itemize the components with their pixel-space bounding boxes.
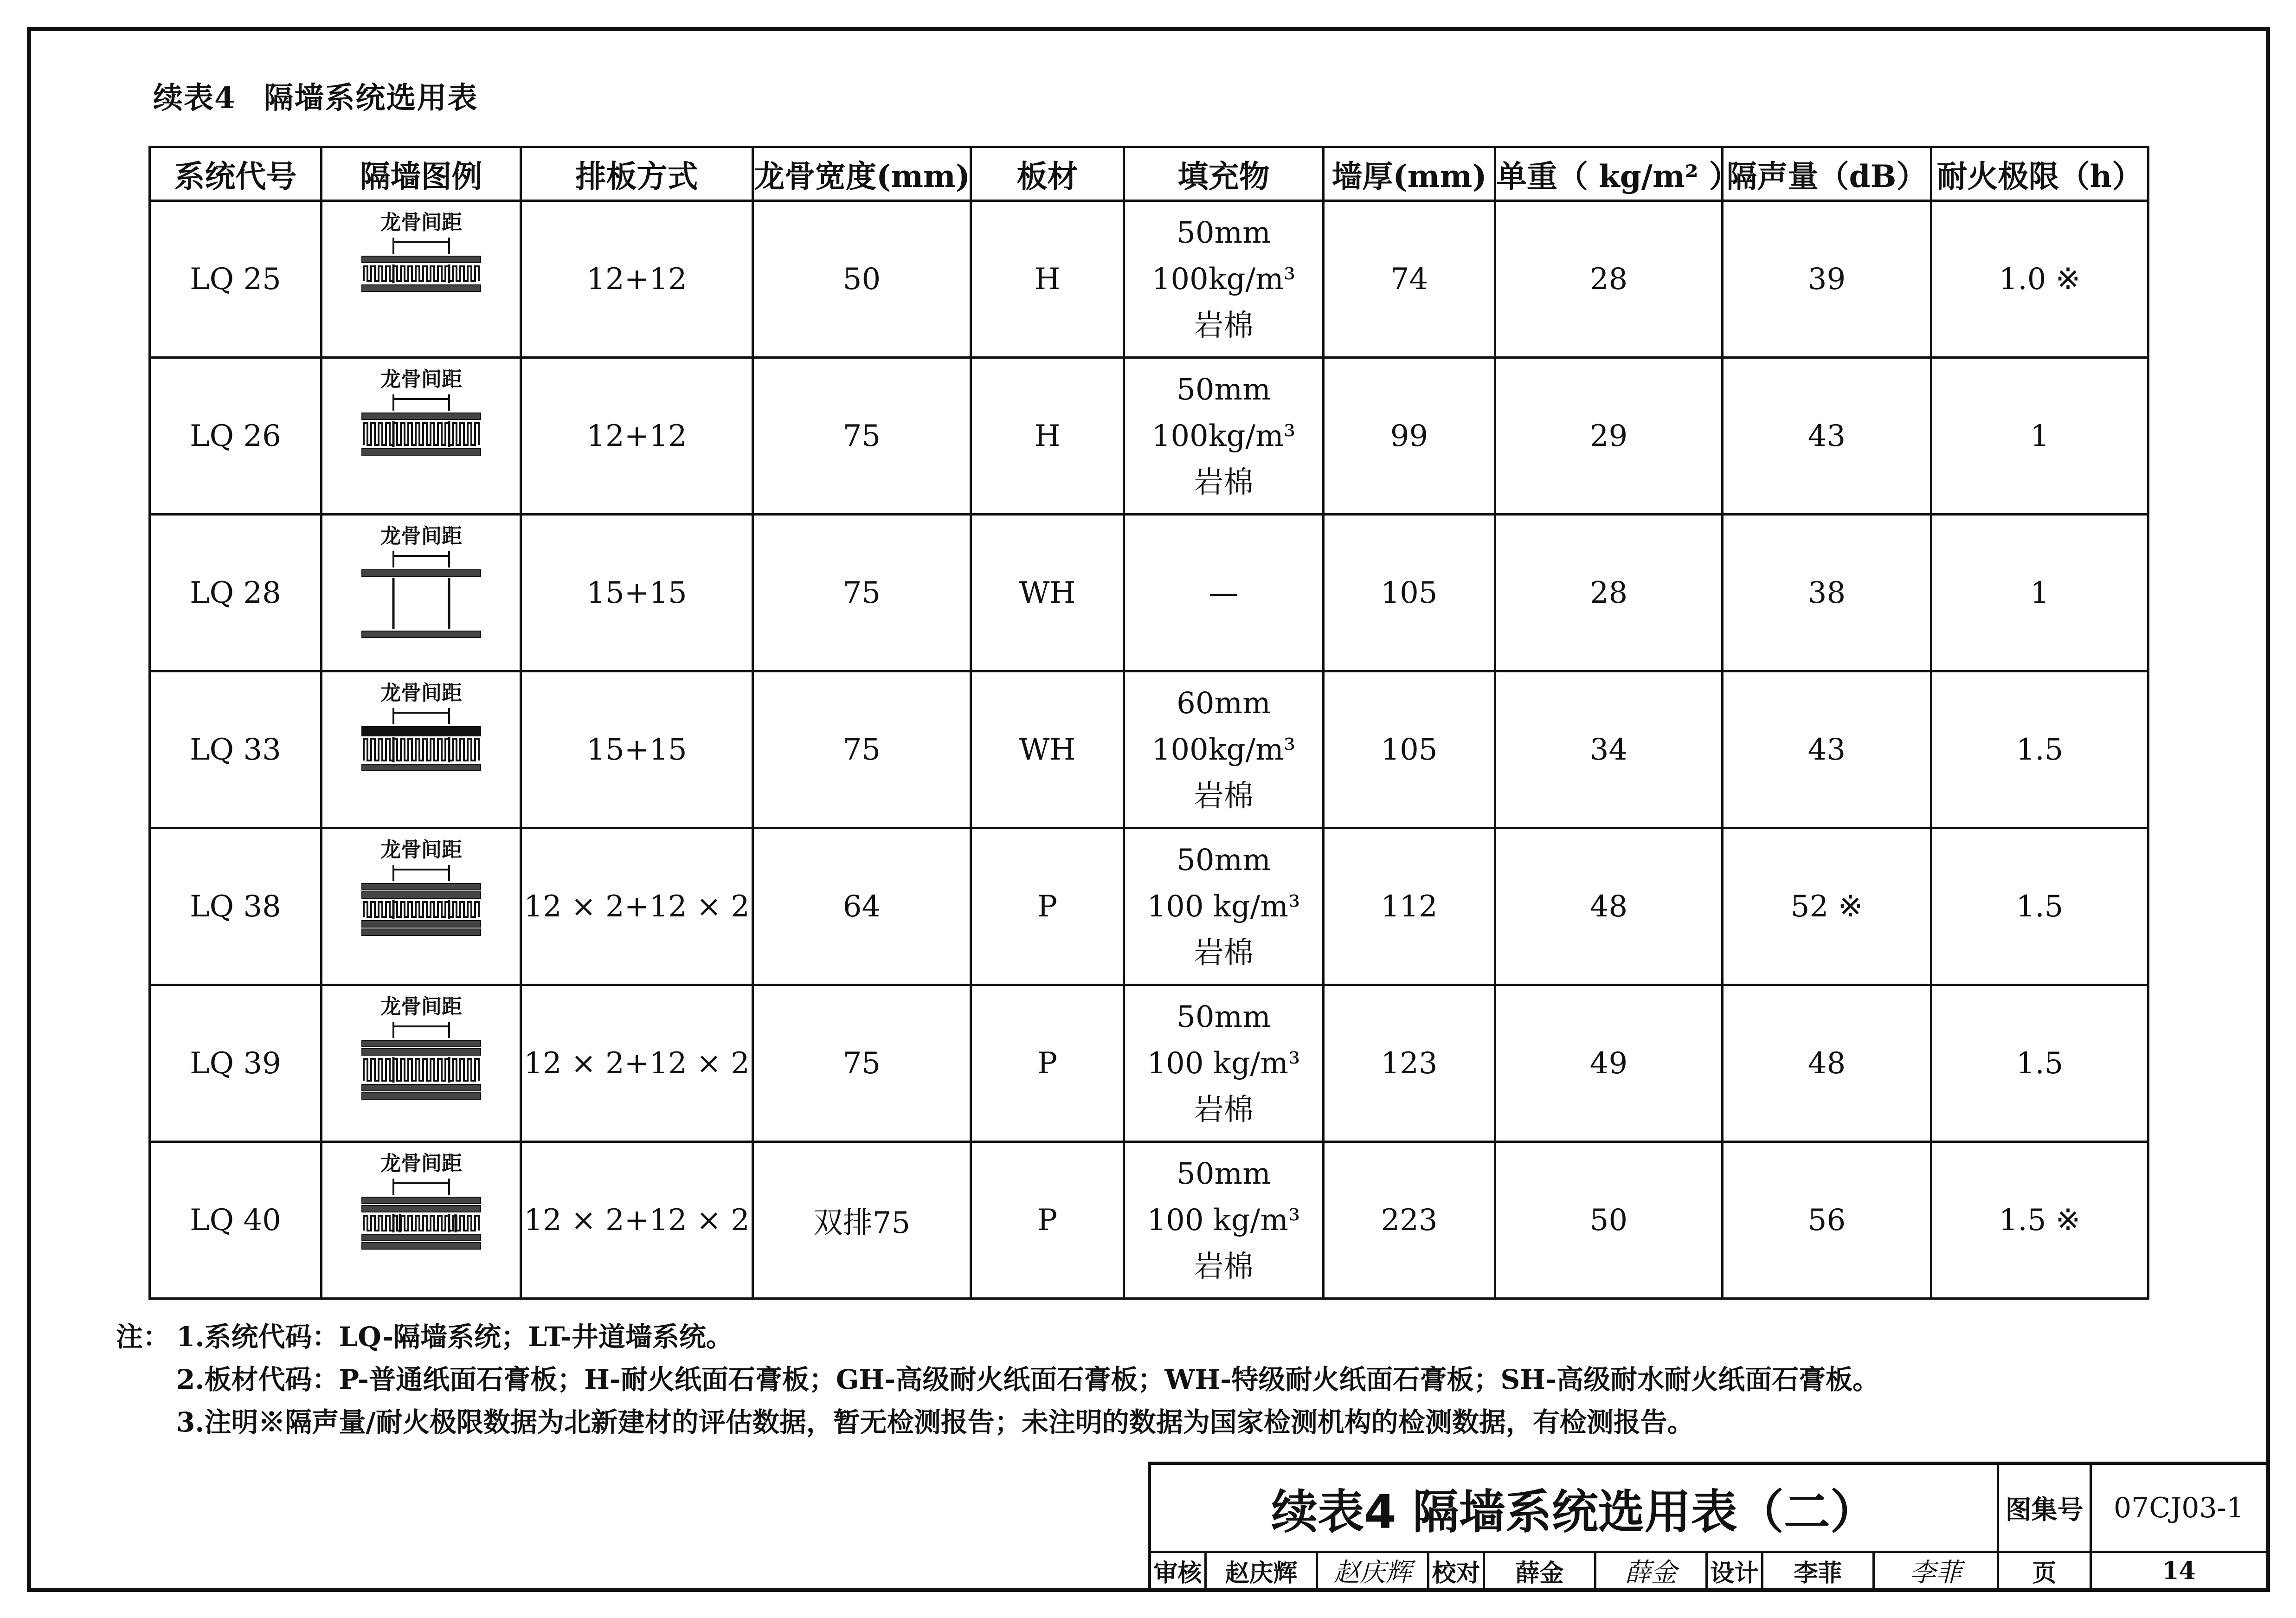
unit-weight: 48	[1495, 828, 1723, 985]
stud-spacing-label: 龙骨间距	[380, 210, 462, 234]
sound-insulation: 43	[1723, 671, 1931, 828]
table-row	[150, 515, 2148, 671]
stud-spacing-label: 龙骨间距	[380, 838, 462, 862]
header-cell: 龙骨宽度(mm)	[753, 147, 971, 201]
board-layout: 12 × 2+12 × 2	[521, 985, 753, 1142]
wall-thickness: 123	[1324, 985, 1495, 1142]
gypsum-board	[362, 883, 481, 890]
gypsum-board	[362, 570, 481, 576]
fill-material	[1124, 358, 1324, 515]
dimension-line	[393, 708, 449, 724]
stud-spacing-label: 龙骨间距	[380, 367, 462, 391]
title-block	[1148, 1462, 2266, 1588]
stud-width: 75	[753, 515, 971, 671]
unit-weight: 34	[1495, 671, 1723, 828]
review-label: 审核	[1151, 1553, 1207, 1588]
table-header-row	[150, 147, 2148, 201]
fill-line: 岩棉	[1194, 1092, 1254, 1127]
diagram-cell	[322, 201, 521, 358]
partition-diagram	[352, 837, 491, 976]
header-cell: 系统代号	[150, 147, 322, 201]
page-label: 页	[1999, 1553, 2092, 1588]
header-cell: 单重（ kg/m² ）	[1495, 147, 1723, 201]
partition-diagram	[352, 1151, 491, 1290]
unit-weight: 29	[1495, 358, 1723, 515]
fill-line: 岩棉	[1194, 779, 1254, 813]
sheet-title: 续表4 隔墙系统选用表（二）	[1151, 1465, 1999, 1553]
wall-thickness: 112	[1324, 828, 1495, 985]
fire-rating: 1.0 ※	[1931, 201, 2148, 358]
sound-insulation: 56	[1723, 1142, 1931, 1299]
rock-wool-fill	[364, 423, 479, 445]
rock-wool-fill	[364, 266, 479, 281]
gypsum-board	[362, 921, 481, 927]
gypsum-board	[362, 764, 481, 771]
table-row	[150, 671, 2148, 828]
table-row	[150, 358, 2148, 515]
fill-line: 50mm	[1177, 1156, 1271, 1191]
board-type: H	[971, 201, 1124, 358]
fill-line: 100 kg/m³	[1147, 1046, 1300, 1081]
stud-spacing-label: 龙骨间距	[380, 524, 462, 548]
wall-thickness: 105	[1324, 515, 1495, 671]
designer-name: 李菲	[1763, 1553, 1875, 1588]
sound-insulation: 38	[1723, 515, 1931, 671]
fill-line: 岩棉	[1194, 308, 1254, 343]
sound-insulation: 48	[1723, 985, 1931, 1142]
diagram-cell	[322, 828, 521, 985]
unit-weight: 50	[1495, 1142, 1723, 1299]
note-1: 1.系统代码：LQ-隔墙系统；LT-井道墙系统。	[176, 1321, 733, 1353]
sound-insulation: 52 ※	[1723, 828, 1931, 985]
gypsum-board	[362, 413, 481, 419]
page-number: 14	[2162, 1556, 2196, 1585]
gypsum-board	[362, 1040, 481, 1047]
diagram-cell	[322, 671, 521, 828]
checker-name: 薛金	[1485, 1553, 1596, 1588]
stud	[393, 578, 449, 629]
board-layout: 12 × 2+12 × 2	[521, 828, 753, 985]
fire-rating: 1	[1931, 515, 2148, 671]
stud-spacing-label: 龙骨间距	[380, 994, 462, 1019]
fill-line: 100 kg/m³	[1147, 889, 1300, 924]
checker-signature: 薛金	[1596, 1553, 1708, 1588]
stud-spacing-label: 龙骨间距	[380, 681, 462, 705]
stud-width: 75	[753, 671, 971, 828]
board-type: P	[971, 985, 1124, 1142]
board-layout: 15+15	[521, 671, 753, 828]
system-code: LQ 25	[150, 201, 322, 358]
fill-line: 岩棉	[1194, 465, 1254, 500]
table-row	[150, 985, 2148, 1142]
board-layout: 12 × 2+12 × 2	[521, 1142, 753, 1299]
partition-system-table	[148, 146, 2149, 1300]
fill-line: —	[1209, 575, 1239, 610]
gypsum-board	[362, 1197, 481, 1204]
signature-row	[1151, 1553, 2266, 1588]
fill-material	[1124, 201, 1324, 358]
dimension-line	[393, 1179, 449, 1195]
dimension-line	[393, 551, 449, 567]
board-layout: 15+15	[521, 515, 753, 671]
note-2: 2.板材代码：P-普通纸面石膏板；H-耐火纸面石膏板；GH-高级耐火纸面石膏板；WH-特级耐火纸面石膏板；SH-高级耐水耐火纸面石膏板。	[176, 1364, 1880, 1395]
partition-diagram	[352, 994, 491, 1133]
dimension-line	[393, 238, 449, 254]
gypsum-board	[362, 892, 481, 898]
notes	[116, 1315, 1879, 1444]
fire-rating: 1.5	[1931, 985, 2148, 1142]
gypsum-board	[362, 1243, 481, 1249]
gypsum-board	[362, 929, 481, 935]
diagram-cell	[322, 515, 521, 671]
fill-material	[1124, 1142, 1324, 1299]
fill-material	[1124, 671, 1324, 828]
gypsum-board	[362, 1084, 481, 1091]
dimension-line	[393, 1022, 449, 1038]
fill-line: 50mm	[1177, 215, 1271, 250]
check-label: 校对	[1429, 1553, 1485, 1588]
gypsum-board	[362, 449, 481, 455]
partition-diagram	[352, 367, 491, 506]
fire-rating: 1.5	[1931, 671, 2148, 828]
rock-wool-fill	[364, 1216, 479, 1231]
caption-number: 续表4	[153, 81, 236, 116]
fill-line: 100kg/m³	[1151, 419, 1296, 453]
header-cell: 隔墙图例	[322, 147, 521, 201]
wall-thickness: 223	[1324, 1142, 1495, 1299]
board-type: H	[971, 358, 1124, 515]
diagram-cell	[322, 985, 521, 1142]
board-type: P	[971, 828, 1124, 985]
board-layout: 12+12	[521, 358, 753, 515]
system-code: LQ 33	[150, 671, 322, 828]
stud-width: 双排75	[753, 1142, 971, 1299]
system-code: LQ 40	[150, 1142, 322, 1299]
header-cell: 排板方式	[521, 147, 753, 201]
rock-wool-fill	[364, 1059, 479, 1081]
fill-line: 岩棉	[1194, 935, 1254, 970]
diagram-cell	[322, 358, 521, 515]
system-code: LQ 39	[150, 985, 322, 1142]
reviewer-name: 赵庆辉	[1207, 1553, 1318, 1588]
diagram-cell	[322, 1142, 521, 1299]
stud-width: 75	[753, 358, 971, 515]
gypsum-board	[362, 631, 481, 638]
table-row	[150, 201, 2148, 358]
reviewer-signature: 赵庆辉	[1318, 1553, 1429, 1588]
wall-thickness: 74	[1324, 201, 1495, 358]
fill-material	[1124, 515, 1324, 671]
fill-line: 60mm	[1177, 686, 1271, 721]
fill-line: 100kg/m³	[1151, 262, 1296, 297]
unit-weight: 28	[1495, 201, 1723, 358]
table-caption	[153, 74, 506, 117]
sound-insulation: 39	[1723, 201, 1931, 358]
system-code: LQ 26	[150, 358, 322, 515]
header-cell: 隔声量（dB）	[1723, 147, 1931, 201]
gypsum-board	[362, 1205, 481, 1212]
note-3: 3.注明※隔声量/耐火极限数据为北新建材的评估数据，暂无检测报告；未注明的数据为国家检测机构的检测数据，有检测报告。	[176, 1406, 1694, 1438]
notes-lead: 注：	[116, 1321, 170, 1353]
stud-width: 64	[753, 828, 971, 985]
wall-thickness: 105	[1324, 671, 1495, 828]
atlas-number: 07CJ03-1	[2092, 1465, 2266, 1553]
table-row	[150, 828, 2148, 985]
header-cell: 耐火极限（h）	[1931, 147, 2148, 201]
system-code: LQ 28	[150, 515, 322, 671]
partition-diagram	[352, 680, 491, 819]
header-cell: 板材	[971, 147, 1124, 201]
header-cell: 墙厚(mm)	[1324, 147, 1495, 201]
board-type: WH	[971, 515, 1124, 671]
board-type: P	[971, 1142, 1124, 1299]
gypsum-board	[362, 1093, 481, 1099]
stud-spacing-label: 龙骨间距	[380, 1151, 462, 1175]
sound-insulation: 43	[1723, 358, 1931, 515]
fill-line: 100kg/m³	[1151, 732, 1296, 767]
stud-width: 50	[753, 201, 971, 358]
fill-line: 50mm	[1177, 372, 1271, 407]
wall-thickness: 99	[1324, 358, 1495, 515]
board-layout: 12+12	[521, 201, 753, 358]
fire-rating: 1	[1931, 358, 2148, 515]
fill-line: 50mm	[1177, 843, 1271, 877]
system-code: LQ 38	[150, 828, 322, 985]
partition-diagram	[352, 210, 491, 349]
gypsum-board	[362, 256, 481, 263]
design-label: 设计	[1708, 1553, 1763, 1588]
unit-weight: 49	[1495, 985, 1723, 1142]
caption-title: 隔墙系统选用表	[264, 81, 478, 116]
fill-line: 50mm	[1177, 999, 1271, 1034]
gypsum-board	[362, 1234, 481, 1241]
atlas-number-label: 图集号	[1999, 1465, 2092, 1553]
dimension-line	[393, 394, 449, 411]
table-row	[150, 1142, 2148, 1299]
unit-weight: 28	[1495, 515, 1723, 671]
board-type: WH	[971, 671, 1124, 828]
rock-wool-fill	[364, 739, 479, 761]
fill-line: 岩棉	[1194, 1249, 1254, 1284]
fill-material	[1124, 985, 1324, 1142]
header-cell: 填充物	[1124, 147, 1324, 201]
fill-line: 100 kg/m³	[1147, 1203, 1300, 1238]
partition-diagram	[352, 523, 491, 663]
designer-signature: 李菲	[1875, 1553, 1999, 1588]
rock-wool-fill	[364, 902, 479, 917]
gypsum-board	[362, 727, 481, 736]
stud-width: 75	[753, 985, 971, 1142]
fire-rating: 1.5 ※	[1931, 1142, 2148, 1299]
fire-rating: 1.5	[1931, 828, 2148, 985]
gypsum-board	[362, 1049, 481, 1055]
fill-material	[1124, 828, 1324, 985]
gypsum-board	[362, 285, 481, 291]
dimension-line	[393, 865, 449, 881]
